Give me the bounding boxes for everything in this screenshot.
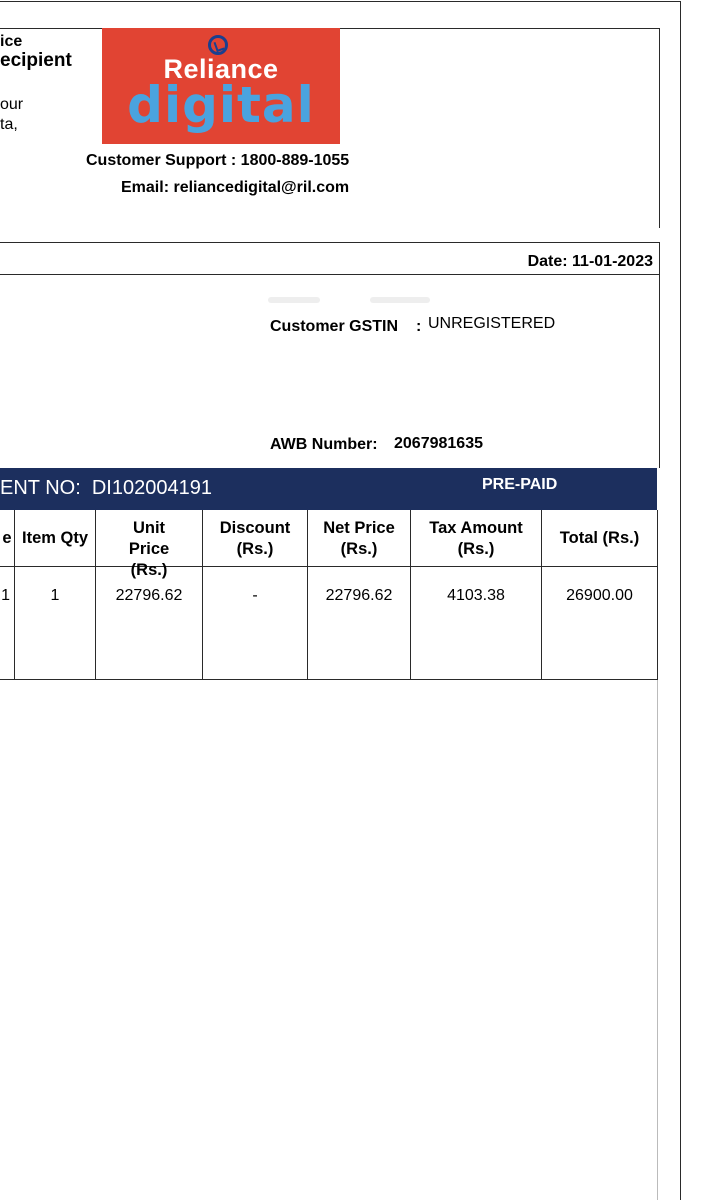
cell-tax-amount: 4103.38 xyxy=(447,587,505,604)
date-bar-top xyxy=(0,242,660,243)
col-header-total: Total (Rs.) xyxy=(559,529,640,547)
header-note-line2: ta, xyxy=(0,116,18,133)
reliance-swirl-icon xyxy=(208,35,228,55)
col-header-item-qty: Item Qty xyxy=(21,529,89,547)
logo-brand-bottom: digital xyxy=(127,76,315,134)
top-page-border xyxy=(0,1,680,2)
date-bar-bottom xyxy=(0,274,660,275)
col-header-tax-amount: Tax Amount (Rs.) xyxy=(429,519,523,558)
shipment-banner xyxy=(0,468,657,510)
logo-brand-top: Reliance xyxy=(163,54,279,84)
invoice-title-line2: ecipient xyxy=(0,50,72,71)
redacted-text xyxy=(370,297,430,303)
date-bar-right xyxy=(659,242,660,468)
redacted-text xyxy=(268,297,320,303)
right-page-border xyxy=(680,1,681,1200)
shipment-number: ENT NO: DI102004191 xyxy=(0,477,212,499)
cell-truncated: 1 xyxy=(1,587,10,604)
header-box-right xyxy=(659,28,660,228)
col-header-unit-price: Unit Price (Rs.) xyxy=(128,519,170,579)
cell-unit-price: 22796.62 xyxy=(115,587,183,604)
cell-net-price: 22796.62 xyxy=(325,587,393,604)
support-email: Email: reliancedigital@ril.com xyxy=(121,179,350,196)
cell-total: 26900.00 xyxy=(566,587,633,604)
awb-number-label: AWB Number: xyxy=(270,436,378,453)
customer-gstin-separator: : xyxy=(416,318,422,335)
cell-item-qty: 1 xyxy=(50,587,60,604)
reliance-digital-logo xyxy=(102,28,340,144)
col-header-discount: Discount (Rs.) xyxy=(219,519,291,558)
table-header-bottom xyxy=(0,566,658,567)
customer-gstin-label: Customer GSTIN xyxy=(270,318,399,335)
col-header-net-price: Net Price (Rs.) xyxy=(323,519,395,558)
cell-discount: - xyxy=(252,587,258,604)
table-right-border xyxy=(657,510,658,680)
customer-gstin-value: UNREGISTERED xyxy=(428,315,556,332)
invoice-date: Date: 11-01-2023 xyxy=(527,253,653,270)
page-right-rule xyxy=(657,680,658,1200)
customer-support: Customer Support : 1800-889-1055 xyxy=(86,152,350,169)
invoice-title-line1: ice xyxy=(0,33,23,50)
awb-number-value: 2067981635 xyxy=(394,435,483,452)
col-header-truncated: e xyxy=(2,529,12,547)
header-note-line1: our xyxy=(0,96,24,113)
payment-status: PRE-PAID xyxy=(482,476,558,493)
table-bottom xyxy=(0,679,658,680)
